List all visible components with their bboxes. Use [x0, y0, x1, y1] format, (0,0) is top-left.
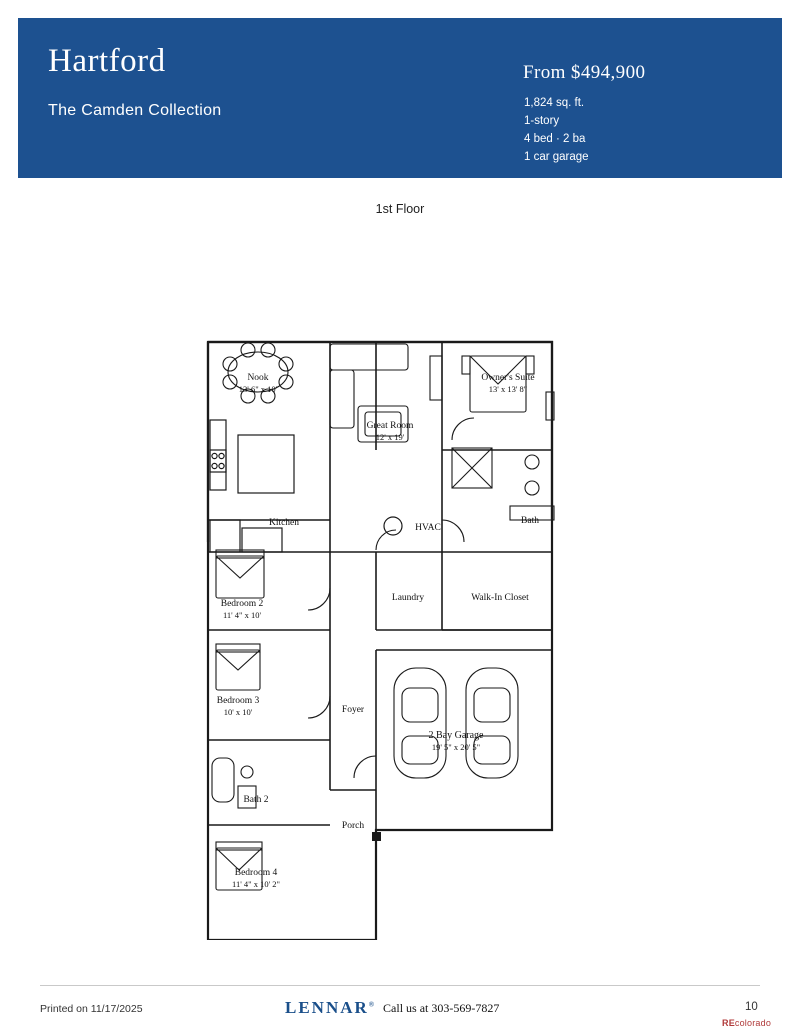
room-label-bedroom-2: Bedroom 2	[220, 599, 264, 609]
spec-stories: 1-story	[524, 115, 560, 127]
page-title: Hartford	[48, 43, 166, 79]
trademark-icon: ®	[368, 1000, 377, 1009]
room-dim-great-room: 12' x 19'	[375, 432, 405, 442]
printed-date: Printed on 11/17/2025	[40, 1003, 143, 1015]
room-label-porch: Porch	[341, 821, 365, 831]
lennar-logo-text: LENNAR	[285, 998, 369, 1017]
footer-divider	[40, 985, 760, 986]
footer-brand	[285, 998, 499, 1018]
room-label-walk-in-closet: Walk-In Closet	[471, 593, 529, 603]
spec-garage: 1 car garage	[524, 151, 589, 163]
room-dim-bedroom-3: 10' x 10'	[223, 707, 253, 717]
room-label-nook: Nook	[247, 373, 269, 383]
room-dim-owners-suite: 13' x 13' 8"	[488, 384, 528, 394]
room-dim-nook: 13' 6" x 10'	[238, 384, 278, 394]
room-dim-bedroom-2: 11' 4" x 10'	[222, 610, 262, 620]
room-label-bath-2: Bath 2	[243, 795, 269, 805]
lennar-logo	[285, 998, 376, 1018]
spec-sqft: 1,824 sq. ft.	[524, 97, 585, 109]
floor-label: 1st Floor	[375, 202, 425, 216]
recolorado-attribution	[722, 1018, 771, 1028]
room-label-kitchen: Kitchen	[268, 518, 300, 528]
room-label-bedroom-3: Bedroom 3	[216, 696, 260, 706]
room-label-hvac: HVAC	[415, 523, 441, 533]
header-banner	[18, 18, 782, 178]
recolorado-suffix: colorado	[734, 1018, 772, 1028]
room-label-2-bay-garage: 2 Bay Garage	[428, 730, 484, 741]
spec-list	[524, 94, 589, 166]
spec-beds-baths: 4 bed · 2 ba	[524, 133, 586, 145]
contact-phone: Call us at 303-569-7827	[383, 1000, 500, 1015]
floor-plan-drawing	[180, 320, 620, 940]
room-label-bath: Bath	[521, 516, 539, 526]
price-label: From $494,900	[523, 62, 646, 83]
room-label-bedroom-4: Bedroom 4	[234, 868, 278, 878]
page-number: 10	[745, 1001, 758, 1013]
room-label-owners-suite: Owner's Suite	[481, 373, 535, 383]
room-dim-bedroom-4: 11' 4" x 10' 2"	[232, 879, 280, 889]
room-label-foyer: Foyer	[341, 705, 365, 715]
recolorado-prefix: RE	[722, 1018, 735, 1028]
room-dim-2-bay-garage: 19' 5" x 20' 5"	[431, 742, 481, 752]
collection-name: The Camden Collection	[48, 102, 222, 119]
room-label-laundry: Laundry	[391, 593, 425, 603]
room-label-great-room: Great Room	[366, 421, 414, 431]
